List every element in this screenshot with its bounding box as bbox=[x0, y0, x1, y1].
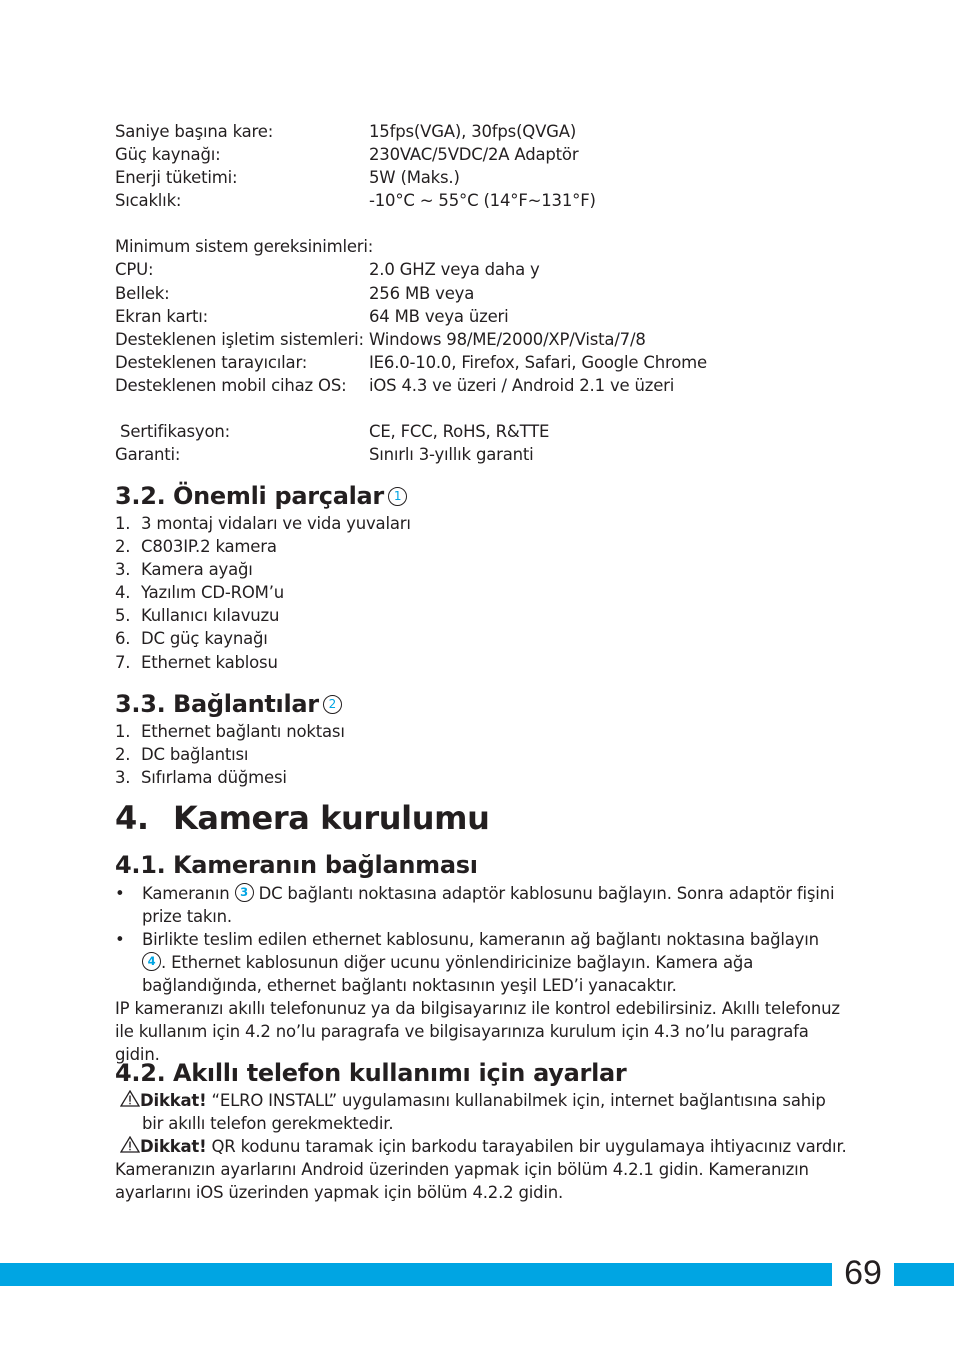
list-item bbox=[115, 743, 345, 766]
list-item bbox=[115, 604, 411, 627]
spec-label: Desteklenen mobil cihaz OS: bbox=[115, 376, 347, 395]
list-text: DC bağlantısı bbox=[141, 745, 249, 765]
bullet-text: prize takın. bbox=[142, 907, 232, 927]
list-number: 7. bbox=[115, 652, 131, 672]
spec-value: CE, FCC, RoHS, R&TTE bbox=[369, 422, 550, 441]
list-item bbox=[115, 627, 411, 650]
spec-row bbox=[115, 351, 815, 374]
chapter-heading-4 bbox=[115, 799, 489, 837]
list-item bbox=[115, 558, 411, 581]
warning-text: ayarlarını iOS üzerinden yapmak için bölüm 4.2.2 gidin. bbox=[115, 1183, 564, 1203]
paragraph-line: IP kameranızı akıllı telefonunuz ya da bilgisayarınız ile kontrol edebilirsiniz. Akıllı telefonuz bbox=[115, 999, 840, 1018]
circled-number-icon: 3 bbox=[235, 883, 254, 902]
spec-row bbox=[115, 166, 815, 189]
spec-label: Desteklenen tarayıcılar: bbox=[115, 353, 308, 372]
spec-row bbox=[115, 189, 815, 212]
spec-value: Windows 98/ME/2000/XP/Vista/7/8 bbox=[369, 330, 646, 349]
warning-triangle-icon bbox=[120, 1090, 140, 1107]
warning-text: bir akıllı telefon gerekmektedir. bbox=[142, 1114, 394, 1134]
spec-value: 256 MB veya bbox=[369, 284, 475, 303]
spec-label: CPU: bbox=[115, 260, 154, 279]
circled-number-icon: 1 bbox=[388, 487, 407, 506]
spec-value: 5W (Maks.) bbox=[369, 168, 460, 187]
section-heading-3-2 bbox=[115, 482, 407, 510]
bullet-text: Birlikte teslim edilen ethernet kablosunu, kameranın ağ bağlantı noktasına bağlayın bbox=[142, 930, 819, 949]
list-item bbox=[115, 581, 411, 604]
spec-value: 230VAC/5VDC/2A Adaptör bbox=[369, 145, 579, 164]
spec-value: 2.0 GHZ veya daha y bbox=[369, 260, 540, 279]
parts-list bbox=[115, 512, 411, 674]
warning-triangle-icon bbox=[120, 1136, 140, 1153]
system-requirements-title: Minimum sistem gereksinimleri: bbox=[115, 237, 374, 256]
section-heading-4-1 bbox=[115, 851, 478, 879]
section-heading-3-3 bbox=[115, 690, 342, 718]
spec-value: iOS 4.3 ve üzeri / Android 2.1 ve üzeri bbox=[369, 376, 675, 395]
bullet-text: bağlandığında, ethernet bağlantı noktasının yeşil LED’i yanacaktır. bbox=[142, 976, 677, 996]
section-title: Bağlantılar bbox=[173, 690, 319, 718]
spec-value: -10°C ~ 55°C (14°F~131°F) bbox=[369, 191, 596, 210]
connections-list bbox=[115, 720, 345, 789]
list-item bbox=[115, 512, 411, 535]
spec-value: 64 MB veya üzeri bbox=[369, 307, 509, 326]
list-text: Kullanıcı kılavuzu bbox=[141, 606, 280, 626]
footer-bar bbox=[0, 1263, 954, 1286]
list-text: C803IP.2 kamera bbox=[141, 537, 277, 557]
warning-text: Kameranızın ayarlarını Android üzerinden yapmak için bölüm 4.2.1 gidin. Kameranızın bbox=[115, 1160, 809, 1180]
chapter-title: Kamera kurulumu bbox=[173, 799, 490, 837]
warning-text: “ELRO INSTALL” uygulamasını kullanabilmek için, internet bağlantısına sahip bbox=[206, 1091, 826, 1110]
body-paragraph bbox=[115, 997, 850, 1066]
spec-row bbox=[115, 443, 815, 466]
list-number: 1. bbox=[115, 514, 131, 533]
spec-label: Bellek: bbox=[115, 284, 170, 303]
section-title: Kameranın bağlanması bbox=[173, 851, 478, 879]
spec-value: Sınırlı 3-yıllık garanti bbox=[369, 445, 534, 464]
circled-number-icon: 2 bbox=[323, 695, 342, 714]
spec-label: Güç kaynağı: bbox=[115, 145, 221, 164]
list-number: 1. bbox=[115, 722, 131, 741]
list-number: 2. bbox=[115, 537, 131, 557]
list-text: 3 montaj vidaları ve vida yuvaları bbox=[141, 514, 411, 533]
spec-value: IE6.0-10.0, Firefox, Safari, Google Chrome bbox=[369, 353, 707, 372]
warning-label: Dikkat! bbox=[140, 1137, 207, 1156]
spec-row bbox=[115, 328, 815, 351]
list-number: 3. bbox=[115, 560, 131, 580]
bullet-text: Kameranın bbox=[142, 884, 230, 903]
warning-note bbox=[115, 1089, 850, 1135]
list-number: 5. bbox=[115, 606, 131, 626]
list-item bbox=[115, 535, 411, 558]
list-number: 6. bbox=[115, 629, 131, 649]
spec-row bbox=[115, 258, 815, 281]
list-number: 4. bbox=[115, 583, 131, 603]
list-text: Sıfırlama düğmesi bbox=[141, 768, 287, 788]
bullet-item bbox=[115, 882, 845, 928]
spec-label: Saniye başına kare: bbox=[115, 122, 274, 141]
spec-row bbox=[115, 305, 815, 328]
spec-label: Sertifikasyon: bbox=[115, 422, 230, 441]
spec-value: 15fps(VGA), 30fps(QVGA) bbox=[369, 122, 577, 141]
chapter-number: 4. bbox=[115, 799, 149, 837]
list-text: Ethernet bağlantı noktası bbox=[141, 722, 345, 741]
spec-row bbox=[115, 374, 815, 397]
section-number: 3.3. bbox=[115, 690, 166, 718]
list-text: Yazılım CD-ROM’u bbox=[141, 583, 285, 603]
spec-label: Garanti: bbox=[115, 445, 181, 464]
spec-label: Enerji tüketimi: bbox=[115, 168, 238, 187]
spec-row bbox=[115, 120, 815, 143]
section-number: 4.1. bbox=[115, 851, 166, 879]
circled-number-icon: 4 bbox=[142, 952, 161, 971]
spec-row bbox=[115, 282, 815, 305]
bullet-item bbox=[115, 928, 845, 997]
bullet-text: . Ethernet kablosunun diğer ucunu yönlendiricinize bağlayın. Kamera ağa bbox=[161, 953, 754, 973]
list-number: 2. bbox=[115, 745, 131, 765]
section-title: Akıllı telefon kullanımı için ayarlar bbox=[173, 1059, 627, 1087]
list-text: Kamera ayağı bbox=[141, 560, 253, 580]
list-text: Ethernet kablosu bbox=[141, 652, 278, 672]
list-item bbox=[115, 766, 345, 789]
bullet-text: DC bağlantı noktasına adaptör kablosunu bağlayın. Sonra adaptör fişini bbox=[258, 884, 835, 903]
spec-row bbox=[115, 143, 815, 166]
spec-row bbox=[115, 420, 815, 443]
warning-note bbox=[115, 1135, 850, 1204]
warning-text: QR kodunu taramak için barkodu tarayabilen bir uygulamaya ihtiyacınız vardır. bbox=[206, 1137, 847, 1156]
bullet-icon: • bbox=[115, 884, 125, 903]
section-number: 4.2. bbox=[115, 1059, 166, 1087]
spec-label: Sıcaklık: bbox=[115, 191, 182, 210]
list-number: 3. bbox=[115, 768, 131, 788]
section-number: 3.2. bbox=[115, 482, 166, 510]
bullet-icon: • bbox=[115, 930, 125, 949]
spec-label: Ekran kartı: bbox=[115, 307, 208, 326]
list-item bbox=[115, 651, 411, 674]
warning-label: Dikkat! bbox=[140, 1091, 207, 1110]
section-title: Önemli parçalar bbox=[173, 482, 384, 510]
list-text: DC güç kaynağı bbox=[141, 629, 268, 649]
paragraph-line: ile kullanım için 4.2 no’lu paragrafa ve bilgisayarınıza kurulum için 4.3 no’lu paragrafa gidin. bbox=[115, 1022, 809, 1065]
spec-label: Desteklenen işletim sistemleri: bbox=[115, 330, 364, 349]
system-requirements-heading bbox=[115, 235, 815, 258]
list-item bbox=[115, 720, 345, 743]
page-number: 69 bbox=[844, 1254, 882, 1292]
section-heading-4-2 bbox=[115, 1059, 626, 1087]
